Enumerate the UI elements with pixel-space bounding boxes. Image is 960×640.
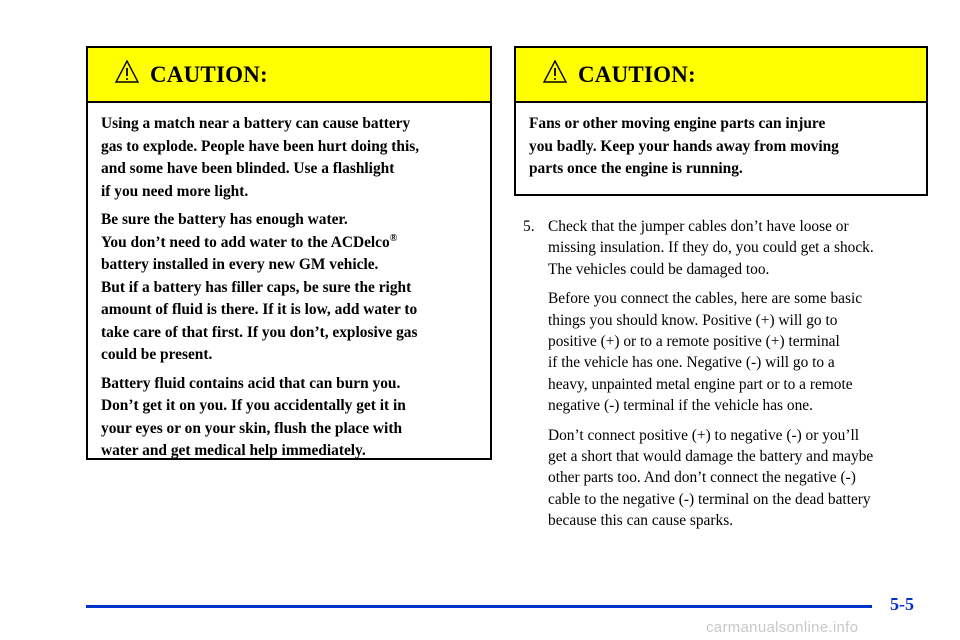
text-line: Battery fluid contains acid that can burn you. <box>101 374 401 392</box>
text-line: missing insulation. If they do, you could get a shock. <box>548 239 874 257</box>
text-line: if the vehicle has one. Negative (-) will go to a <box>548 354 835 372</box>
caution-body <box>88 103 490 463</box>
text-line: if you need more light. <box>101 182 249 200</box>
text-line: Don’t connect positive (+) to negative (-) or you’ll <box>548 426 859 444</box>
step-5 <box>523 216 933 540</box>
caution-paragraph <box>101 209 476 367</box>
text-line: Don’t get it on you. If you accidentally get it in <box>101 397 406 414</box>
text-line: and some have been blinded. Use a flashlight <box>101 160 395 177</box>
text-line: because this can cause sparks. <box>548 512 734 530</box>
text-line: get a short that would damage the battery and maybe <box>548 448 874 466</box>
caution-box-fans <box>514 46 928 196</box>
text-line: water and get medical help immediately. <box>101 442 366 459</box>
caution-header <box>88 48 490 103</box>
caution-box-battery <box>86 46 492 460</box>
caution-paragraph <box>529 113 912 181</box>
text-line: negative (-) terminal if the vehicle has one. <box>548 397 813 415</box>
text-line: gas to explode. People have been hurt doing this, <box>101 137 420 155</box>
text-line: Before you connect the cables, here are some basic <box>548 290 863 308</box>
text-line: take care of that first. If you don’t, explosive gas <box>101 323 418 341</box>
text-line: Be sure the battery has enough water. <box>101 211 348 228</box>
text-line: parts once the engine is running. <box>529 160 743 177</box>
text-line: Check that the jumper cables don’t have loose or <box>548 218 849 235</box>
step-paragraph <box>548 288 933 416</box>
text-line: The vehicles could be damaged too. <box>548 260 770 278</box>
footer-rule <box>86 605 872 608</box>
text-line: heavy, unpainted metal engine part or to a remote <box>548 375 853 393</box>
caution-title: CAUTION: <box>578 61 696 87</box>
watermark: carmanualsonline.info <box>706 619 859 636</box>
text-line: Fans or other moving engine parts can injure <box>529 115 826 132</box>
warning-triangle-icon <box>542 59 568 85</box>
step-number: 5. <box>523 218 535 235</box>
text-fragment: You don’t need to add water to the ACDelco <box>101 233 390 251</box>
text-line: cable to the negative (-) terminal on the dead battery <box>548 490 871 508</box>
text-line: other parts too. And don’t connect the negative (-) <box>548 469 856 487</box>
caution-body <box>516 103 926 181</box>
text-line: Using a match near a battery can cause battery <box>101 115 411 132</box>
registered-mark: ® <box>389 232 398 244</box>
text-line: you badly. Keep your hands away from moving <box>529 137 839 155</box>
text-line <box>101 232 476 255</box>
text-line: things you should know. Positive (+) will go to <box>548 311 838 329</box>
warning-triangle-icon <box>114 59 140 85</box>
text-line: your eyes or on your skin, flush the place with <box>101 419 403 437</box>
step-content <box>548 216 933 532</box>
step-paragraph <box>548 216 933 280</box>
caution-paragraph <box>101 373 476 463</box>
text-line: amount of fluid is there. If it is low, add water to <box>101 301 418 318</box>
caution-title: CAUTION: <box>150 61 268 87</box>
text-line: positive (+) or to a remote positive (+) terminal <box>548 333 840 351</box>
text-line: battery installed in every new GM vehicle. <box>101 256 379 273</box>
text-line: But if a battery has filler caps, be sure the right <box>101 278 412 296</box>
caution-header <box>516 48 926 103</box>
step-paragraph <box>548 425 933 532</box>
text-line: could be present. <box>101 346 213 363</box>
page-number: 5-5 <box>890 594 914 614</box>
caution-paragraph <box>101 113 476 203</box>
